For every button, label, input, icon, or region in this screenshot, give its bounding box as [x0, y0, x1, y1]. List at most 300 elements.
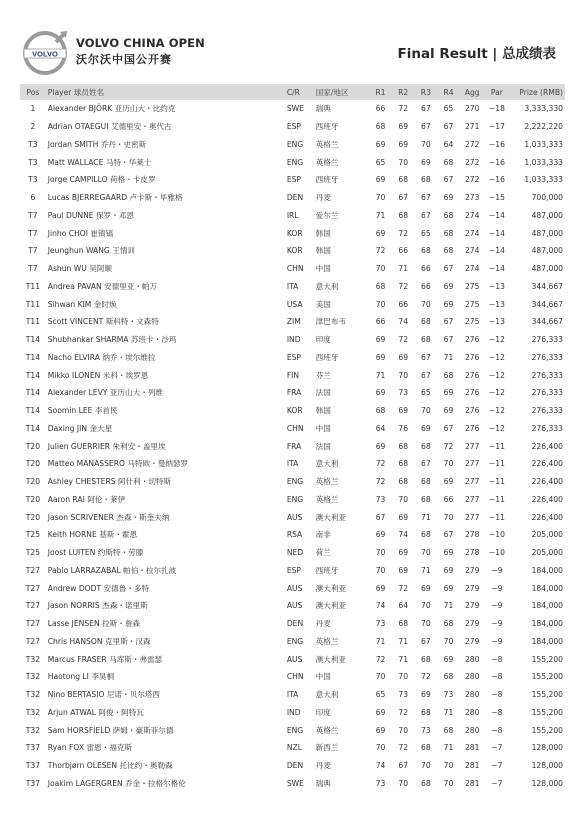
cell-r4: 70 — [443, 636, 454, 646]
cell-prize: 276,333 — [531, 335, 563, 345]
cell-country: ESP — [286, 565, 302, 575]
cell-par: −10 — [488, 530, 505, 540]
cell-r4: 71 — [443, 352, 454, 362]
cell-country: AUS — [286, 512, 303, 522]
cell-r4: 69 — [443, 477, 454, 487]
cell-r1: 71 — [375, 370, 386, 380]
cell-r3: 68 — [421, 175, 431, 185]
cell-r1: 70 — [375, 264, 386, 274]
cell-prize: 344,667 — [531, 317, 563, 327]
cell-pos: T14 — [25, 388, 41, 398]
cell-agg: 274 — [464, 228, 480, 238]
cell-agg: 272 — [464, 175, 480, 185]
logo-wordmark: VOLVO — [32, 49, 58, 59]
table-header-row — [20, 84, 565, 100]
cell-country: USA — [286, 299, 303, 309]
results-table — [20, 84, 565, 792]
cell-r3: 67 — [421, 104, 431, 114]
cell-r2: 73 — [398, 388, 409, 398]
table-row — [20, 420, 565, 438]
cell-pos: T32 — [25, 654, 41, 664]
cell-pos: T7 — [28, 264, 38, 274]
cell-r1: 69 — [375, 583, 386, 593]
cell-player: Alexander LEVY 亚历山大・列维 — [47, 388, 164, 398]
table-row — [20, 686, 565, 704]
cell-par: −9 — [491, 636, 503, 646]
cell-player: Matt WALLACE 马特・华莱士 — [47, 157, 152, 167]
cell-country: ESP — [286, 352, 302, 362]
cell-r4: 68 — [443, 228, 454, 238]
table-row — [20, 526, 565, 544]
cell-region: 韩国 — [315, 228, 331, 238]
cell-par: −9 — [491, 619, 503, 629]
cell-r1: 69 — [375, 352, 386, 362]
cell-par: −12 — [488, 335, 505, 345]
cell-prize: 155,200 — [531, 690, 563, 700]
cell-region: 西班牙 — [315, 565, 339, 575]
cell-par: −12 — [488, 370, 505, 380]
table-row — [20, 491, 565, 509]
cell-r3: 66 — [421, 264, 431, 274]
cell-country: IND — [286, 707, 301, 717]
cell-r3: 70 — [421, 139, 431, 149]
cell-r1: 69 — [375, 530, 386, 540]
cell-par: −14 — [488, 228, 505, 238]
event-title: VOLVO CHINA OPEN — [76, 36, 205, 50]
cell-agg: 276 — [464, 406, 480, 416]
cell-pos: 6 — [30, 193, 36, 203]
cell-region: 英格兰 — [315, 636, 339, 646]
cell-prize: 226,400 — [531, 494, 563, 504]
cell-par: −14 — [488, 264, 505, 274]
cell-par: −11 — [488, 477, 505, 487]
cell-prize: 205,000 — [531, 548, 563, 558]
cell-prize: 155,200 — [531, 707, 563, 717]
cell-r1: 72 — [375, 246, 386, 256]
cell-par: −12 — [488, 388, 505, 398]
cell-country: ENG — [286, 477, 304, 487]
cell-agg: 278 — [464, 530, 480, 540]
cell-region: 丹麦 — [315, 761, 331, 771]
table-row — [20, 278, 565, 296]
cell-player: Nino BERTASIO 尼诺・贝尔塔西 — [47, 690, 160, 700]
cell-agg: 279 — [464, 636, 480, 646]
cell-pos: T11 — [25, 317, 41, 327]
cell-agg: 274 — [464, 210, 480, 220]
cell-r4: 65 — [443, 104, 454, 114]
cell-prize: 155,200 — [531, 672, 563, 682]
cell-r1: 64 — [375, 423, 386, 433]
cell-r4: 69 — [443, 654, 454, 664]
cell-r3: 68 — [421, 335, 431, 345]
cell-r1: 68 — [375, 281, 386, 291]
cell-player: Sam HORSFIELD 萨姆・豪斯菲尔德 — [47, 725, 174, 735]
cell-agg: 280 — [464, 690, 480, 700]
cell-r3: 68 — [421, 778, 431, 788]
cell-agg: 275 — [464, 281, 480, 291]
cell-region: 意大利 — [315, 459, 339, 469]
cell-prize: 128,000 — [531, 743, 563, 753]
cell-agg: 276 — [464, 423, 480, 433]
cell-pos: T20 — [25, 459, 41, 469]
table-row — [20, 402, 565, 420]
cell-r2: 70 — [398, 778, 409, 788]
cell-agg: 275 — [464, 317, 480, 327]
cell-player: Chris HANSON 克里斯・汉森 — [47, 636, 151, 646]
cell-prize: 184,000 — [531, 583, 563, 593]
cell-prize: 128,000 — [531, 778, 563, 788]
table-row — [20, 579, 565, 597]
table-row — [20, 633, 565, 651]
col-header-player: Player 球员姓名 — [47, 87, 105, 97]
cell-country: CHN — [286, 423, 304, 433]
cell-pos: T14 — [25, 352, 41, 362]
cell-r3: 66 — [421, 281, 431, 291]
cell-r1: 70 — [375, 193, 386, 203]
cell-player: Matteo MANASSERO 马特欧・曼纳瑟罗 — [47, 459, 189, 469]
cell-region: 美国 — [315, 299, 331, 309]
cell-r2: 74 — [398, 317, 409, 327]
cell-country: SWE — [286, 104, 304, 114]
cell-r2: 70 — [398, 725, 409, 735]
cell-r1: 66 — [375, 104, 386, 114]
cell-r1: 69 — [375, 725, 386, 735]
cell-agg: 279 — [464, 601, 480, 611]
cell-r1: 69 — [375, 335, 386, 345]
cell-par: −8 — [491, 690, 503, 700]
cell-agg: 272 — [464, 139, 480, 149]
col-header-country: C/R — [286, 87, 300, 97]
cell-par: −16 — [488, 157, 505, 167]
cell-player: Mikko ILONEN 米科・埃罗恩 — [47, 370, 149, 380]
cell-prize: 2,222,220 — [524, 122, 563, 132]
cell-r2: 69 — [398, 406, 409, 416]
cell-country: ITA — [286, 690, 299, 700]
cell-r4: 69 — [443, 299, 454, 309]
event-subtitle: 沃尔沃中国公开赛 — [76, 53, 172, 66]
cell-player: Ashley CHESTERS 阿什利・切特斯 — [47, 477, 172, 487]
cell-r1: 70 — [375, 743, 386, 753]
cell-r4: 70 — [443, 761, 454, 771]
cell-r2: 69 — [398, 122, 409, 132]
cell-r3: 68 — [421, 477, 431, 487]
cell-r3: 67 — [421, 370, 431, 380]
cell-r2: 71 — [398, 654, 409, 664]
cell-r2: 64 — [398, 601, 409, 611]
cell-r3: 68 — [421, 246, 431, 256]
cell-pos: T3 — [28, 175, 38, 185]
cell-country: DEN — [286, 761, 304, 771]
cell-country: FRA — [286, 388, 302, 398]
cell-prize: 276,333 — [531, 352, 563, 362]
cell-region: 英格兰 — [315, 725, 339, 735]
cell-r2: 71 — [398, 264, 409, 274]
cell-pos: T25 — [25, 530, 41, 540]
cell-country: KOR — [286, 228, 303, 238]
cell-r3: 73 — [421, 725, 431, 735]
cell-par: −12 — [488, 352, 505, 362]
cell-pos: T20 — [25, 494, 41, 504]
cell-pos: T37 — [25, 743, 41, 753]
cell-pos: T14 — [25, 423, 41, 433]
cell-par: −8 — [491, 725, 503, 735]
cell-player: Jinho CHOI 崔镇镐 — [47, 228, 114, 238]
cell-r2: 69 — [398, 565, 409, 575]
cell-pos: T20 — [25, 477, 41, 487]
cell-agg: 280 — [464, 725, 480, 735]
cell-player: Jason SCRIVENER 杰森・斯奎夫纳 — [47, 512, 170, 522]
table-row — [20, 349, 565, 367]
cell-agg: 279 — [464, 583, 480, 593]
results-table-container — [20, 84, 565, 792]
cell-country: ENG — [286, 139, 304, 149]
cell-player: Andrew DODT 安德鲁・多特 — [47, 583, 150, 593]
cell-prize: 276,333 — [531, 370, 563, 380]
cell-country: CHN — [286, 264, 304, 274]
cell-prize: 487,000 — [531, 210, 563, 220]
cell-player: Marcus FRASER 马库斯・弗雷瑟 — [47, 654, 163, 664]
cell-region: 荷兰 — [315, 548, 331, 558]
cell-r4: 64 — [443, 139, 454, 149]
cell-r2: 68 — [398, 175, 409, 185]
cell-pos: T7 — [28, 210, 38, 220]
cell-r1: 73 — [375, 778, 386, 788]
table-row — [20, 153, 565, 171]
cell-pos: T20 — [25, 512, 41, 522]
cell-region: 意大利 — [315, 281, 339, 291]
cell-pos: T14 — [25, 406, 41, 416]
cell-r3: 70 — [421, 619, 431, 629]
cell-r2: 68 — [398, 477, 409, 487]
cell-r4: 68 — [443, 370, 454, 380]
cell-region: 韩国 — [315, 246, 331, 256]
cell-r4: 69 — [443, 388, 454, 398]
cell-agg: 277 — [464, 494, 480, 504]
table-row — [20, 562, 565, 580]
cell-r2: 70 — [398, 494, 409, 504]
cell-prize: 226,400 — [531, 477, 563, 487]
cell-country: NED — [286, 548, 304, 558]
cell-agg: 277 — [464, 477, 480, 487]
cell-r4: 71 — [443, 601, 454, 611]
cell-r3: 68 — [421, 494, 431, 504]
cell-r2: 72 — [398, 228, 409, 238]
cell-player: Jeunghun WANG 王情训 — [47, 246, 136, 256]
cell-par: −8 — [491, 672, 503, 682]
cell-r2: 72 — [398, 707, 409, 717]
cell-player: Shubhankar SHARMA 苏班卡・沙玛 — [47, 335, 177, 345]
cell-region: 南非 — [315, 530, 331, 540]
cell-par: −13 — [488, 299, 505, 309]
cell-player: Aaron RAI 阿伦・莱伊 — [47, 494, 126, 504]
cell-region: 中国 — [315, 672, 331, 682]
cell-r2: 72 — [398, 583, 409, 593]
table-row — [20, 189, 565, 207]
cell-country: CHN — [286, 672, 304, 682]
cell-pos: T27 — [25, 565, 41, 575]
cell-r3: 70 — [421, 406, 431, 416]
table-row — [20, 118, 565, 136]
table-row — [20, 668, 565, 686]
cell-r2: 70 — [398, 157, 409, 167]
cell-pos: T27 — [25, 619, 41, 629]
table-row — [20, 775, 565, 793]
cell-r4: 71 — [443, 743, 454, 753]
cell-player: Haotong LI 李昊桐 — [47, 672, 115, 682]
table-row — [20, 260, 565, 278]
cell-r4: 67 — [443, 530, 454, 540]
cell-agg: 274 — [464, 246, 480, 256]
cell-r1: 69 — [375, 707, 386, 717]
cell-r3: 69 — [421, 423, 431, 433]
cell-pos: T32 — [25, 690, 41, 700]
col-header-r4: R4 — [443, 87, 454, 97]
cell-country: DEN — [286, 619, 304, 629]
cell-r1: 69 — [375, 228, 386, 238]
results-body — [20, 100, 565, 792]
cell-prize: 205,000 — [531, 530, 563, 540]
cell-par: −10 — [488, 548, 505, 558]
cell-agg: 272 — [464, 157, 480, 167]
table-row — [20, 473, 565, 491]
cell-region: 法国 — [315, 388, 331, 398]
cell-pos: T37 — [25, 778, 41, 788]
cell-r3: 72 — [421, 672, 431, 682]
cell-r1: 65 — [375, 690, 386, 700]
cell-agg: 276 — [464, 352, 480, 362]
cell-player: Daxing JIN 金大星 — [47, 423, 113, 433]
cell-player: Lasse JENSEN 拉斯・詹森 — [47, 619, 141, 629]
cell-prize: 184,000 — [531, 619, 563, 629]
cell-r4: 69 — [443, 548, 454, 558]
cell-r3: 68 — [421, 530, 431, 540]
cell-agg: 271 — [464, 122, 480, 132]
cell-prize: 128,000 — [531, 761, 563, 771]
cell-country: KOR — [286, 246, 303, 256]
cell-r4: 68 — [443, 619, 454, 629]
cell-player: Ryan FOX 雷恩・福克斯 — [47, 743, 133, 753]
cell-pos: T11 — [25, 299, 41, 309]
cell-pos: T27 — [25, 583, 41, 593]
cell-country: IRL — [286, 210, 299, 220]
cell-r1: 69 — [375, 175, 386, 185]
cell-r2: 76 — [398, 423, 409, 433]
col-header-r2: R2 — [398, 87, 409, 97]
cell-player: Alexander BJÖRK 亚历山大・比约克 — [47, 104, 176, 114]
cell-par: −7 — [491, 743, 503, 753]
volvo-logo-icon — [22, 30, 68, 76]
cell-player: Joakim LAGERGREN 乔金・拉格尔格伦 — [47, 778, 186, 788]
cell-r1: 67 — [375, 512, 386, 522]
cell-prize: 1,033,333 — [524, 157, 563, 167]
cell-pos: T14 — [25, 370, 41, 380]
table-row — [20, 437, 565, 455]
cell-r4: 67 — [443, 317, 454, 327]
cell-country: AUS — [286, 654, 303, 664]
cell-prize: 226,400 — [531, 441, 563, 451]
cell-prize: 184,000 — [531, 636, 563, 646]
cell-pos: T20 — [25, 441, 41, 451]
cell-r3: 67 — [421, 122, 431, 132]
cell-player: Soomin LEE 李首民 — [47, 406, 118, 416]
cell-country: FRA — [286, 441, 302, 451]
cell-r4: 69 — [443, 193, 454, 203]
cell-region: 瑞典 — [315, 778, 331, 788]
table-row — [20, 739, 565, 757]
cell-agg: 276 — [464, 335, 480, 345]
cell-country: SWE — [286, 778, 304, 788]
cell-r4: 69 — [443, 583, 454, 593]
cell-agg: 274 — [464, 264, 480, 274]
cell-r3: 67 — [421, 193, 431, 203]
cell-region: 津巴布韦 — [315, 317, 347, 327]
cell-player: Adrian OTAEGUI 艾德里安・奥代古 — [47, 122, 172, 132]
cell-par: −11 — [488, 494, 505, 504]
cell-player: Nacho ELVIRA 纳乔・埃尔维拉 — [47, 352, 156, 362]
cell-prize: 1,033,333 — [524, 175, 563, 185]
cell-r3: 68 — [421, 317, 431, 327]
cell-par: −12 — [488, 406, 505, 416]
cell-par: −14 — [488, 210, 505, 220]
cell-pos: 2 — [30, 122, 36, 132]
cell-r1: 74 — [375, 601, 386, 611]
cell-player: Jason NORRIS 杰森・诺里斯 — [47, 601, 148, 611]
cell-prize: 155,200 — [531, 725, 563, 735]
cell-agg: 270 — [464, 104, 480, 114]
table-row — [20, 136, 565, 154]
cell-r2: 68 — [398, 459, 409, 469]
table-row — [20, 331, 565, 349]
col-header-r3: R3 — [420, 87, 431, 97]
cell-region: 澳大利亚 — [315, 654, 347, 664]
cell-r1: 65 — [375, 157, 386, 167]
cell-r2: 68 — [398, 210, 409, 220]
cell-r2: 69 — [398, 512, 409, 522]
cell-r1: 70 — [375, 565, 386, 575]
cell-r3: 67 — [421, 459, 431, 469]
cell-par: −12 — [488, 423, 505, 433]
cell-pos: T27 — [25, 601, 41, 611]
cell-region: 印度 — [315, 335, 331, 345]
cell-r4: 67 — [443, 264, 454, 274]
table-row — [20, 650, 565, 668]
cell-r3: 69 — [421, 690, 431, 700]
table-row — [20, 721, 565, 739]
cell-par: −9 — [491, 601, 503, 611]
cell-r1: 68 — [375, 122, 386, 132]
cell-r2: 68 — [398, 441, 409, 451]
cell-r1: 68 — [375, 406, 386, 416]
cell-r4: 70 — [443, 778, 454, 788]
cell-player: Ashun WU 吴阿顺 — [47, 264, 113, 274]
table-row — [20, 171, 565, 189]
cell-r3: 70 — [421, 601, 431, 611]
cell-r2: 74 — [398, 530, 409, 540]
cell-pos: T14 — [25, 335, 41, 345]
cell-region: 韩国 — [315, 406, 331, 416]
cell-r4: 69 — [443, 281, 454, 291]
col-header-agg: Agg — [464, 87, 480, 97]
cell-r1: 69 — [375, 441, 386, 451]
cell-player: Pablo LARRAZABAL 帕伯・拉尔扎波 — [47, 565, 177, 575]
cell-r1: 70 — [375, 299, 386, 309]
cell-player: Lucas BJERREGAARD 卢卡斯・毕雅格 — [47, 193, 183, 203]
cell-player: Arjun ATWAL 阿俊・阿特瓦 — [47, 707, 144, 717]
cell-prize: 487,000 — [531, 228, 563, 238]
cell-r3: 67 — [421, 636, 431, 646]
cell-agg: 277 — [464, 459, 480, 469]
cell-country: KOR — [286, 406, 303, 416]
